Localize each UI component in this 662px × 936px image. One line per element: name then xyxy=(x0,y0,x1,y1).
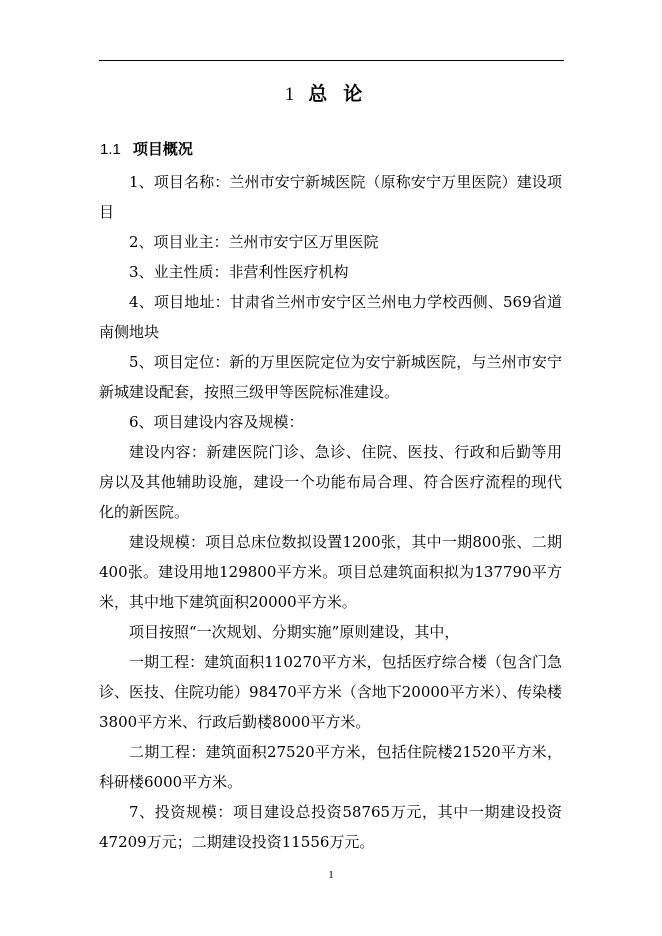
paragraph-phase-two: 二期工程：建筑面积27520平方米，包括住院楼21520平方米，科研楼6000平方米。 xyxy=(99,743,562,791)
paragraph-phase-one: 一期工程：建筑面积110270平方米，包括医疗综合楼（包含门急诊、医技、住院功能）98470平方米（含地下20000平方米）、传染楼3800平方米、行政后勤楼8000平方米。 xyxy=(99,653,562,731)
page-number: 1 xyxy=(328,869,334,881)
paragraph-phasing-principle: 项目按照“一次规划、分期实施”原则建设，其中， xyxy=(129,623,460,641)
paragraph-construction-scale: 建设规模：项目总床位数拟设置1200张，其中一期800张、二期400张。建设用地129800平方米。项目总建筑面积拟为137790平方米，其中地下建筑面积20000平方米。 xyxy=(99,533,562,611)
chapter-title-text: 总论 xyxy=(308,83,379,105)
paragraph-investment-scale: 7、投资规模：项目建设总投资58765万元，其中一期建设投资47209万元；二期建设投资11556万元。 xyxy=(99,803,562,851)
paragraph-project-positioning: 5、项目定位：新的万里医院定位为安宁新城医院，与兰州市安宁新城建设配套，按照三级甲等医院标准建设。 xyxy=(99,353,562,401)
document-body xyxy=(99,167,562,857)
section-heading xyxy=(100,138,565,161)
section-number: 1.1 xyxy=(100,141,121,158)
paragraph-project-owner: 2、项目业主：兰州市安宁区万里医院 xyxy=(129,233,379,251)
paragraph-owner-nature: 3、业主性质：非营利性医疗机构 xyxy=(129,263,349,281)
header-rule xyxy=(99,60,564,61)
paragraph-construction-scope-heading: 6、项目建设内容及规模： xyxy=(129,413,304,431)
paragraph-project-name: 1、项目名称：兰州市安宁新城医院（原称安宁万里医院）建设项目 xyxy=(99,173,562,221)
section-title: 项目概况 xyxy=(132,140,193,158)
paragraph-project-address: 4、项目地址：甘肃省兰州市安宁区兰州电力学校西侧、569省道南侧地块 xyxy=(99,293,562,341)
chapter-number: 1 xyxy=(284,84,295,105)
paragraph-construction-content: 建设内容：新建医院门诊、急诊、住院、医技、行政和后勤等用房以及其他辅助设施，建设一个功能布局合理、符合医疗流程的现代化的新医院。 xyxy=(99,443,562,521)
chapter-title xyxy=(99,82,564,107)
